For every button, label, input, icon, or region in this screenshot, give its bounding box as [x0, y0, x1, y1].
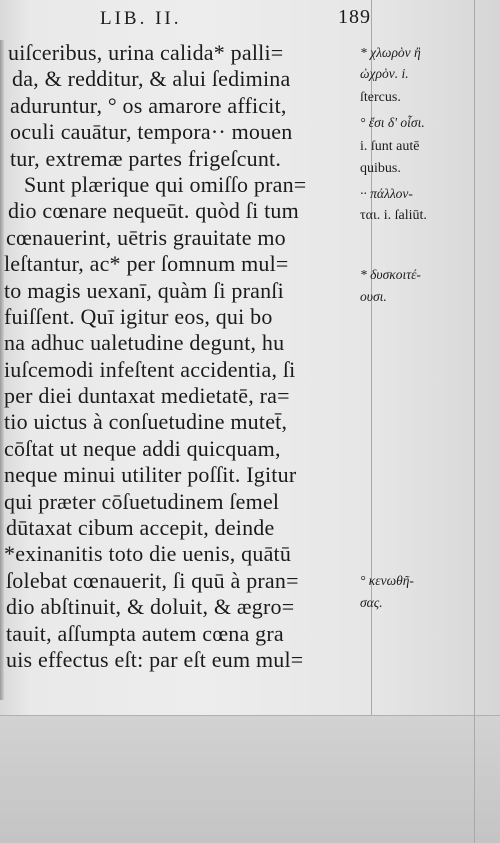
text-line: uiſceribus, urina calida* palli=: [8, 40, 284, 65]
text-line: to magis uexanī, quàm ſi pranſi: [4, 277, 284, 303]
text-line: qui præter cōſuetudinem ſemel: [4, 488, 280, 514]
running-title: LIB. II.: [100, 8, 182, 29]
margin-note: i. ſunt autē: [360, 139, 420, 154]
text-line: per diei duntaxat medietatē, ra=: [4, 383, 290, 409]
text-line: tauit, aſſumpta autem cœna gra: [6, 620, 284, 646]
margin-note: ſtercus.: [360, 90, 401, 105]
text-line: fuiſſent. Quī igitur eos, qui bo: [4, 303, 273, 329]
text-line: oculi cauātur, tempora·· mouen: [10, 119, 293, 145]
text-line: *exinanitis toto die uenis, quātū: [4, 541, 292, 567]
margin-note: σας.: [360, 595, 383, 610]
text-line: leſtantur, ac* per ſomnum mul=: [4, 251, 289, 277]
text-line: aduruntur, ° os amarore afficit,: [10, 92, 287, 118]
text-line: cōſtat ut neque addi quicquam,: [4, 435, 281, 461]
text-line: ſolebat cœnauerit, ſi quū à pran=: [6, 567, 299, 593]
page-bottom-shadow: [0, 715, 500, 843]
text-line: da, & redditur, & alui ſedimina: [12, 66, 291, 92]
margin-note: * χλωρὸν ἢ: [360, 45, 421, 60]
bottom-rule: [0, 715, 500, 716]
margin-note: * δυσκοιτέ-: [360, 267, 421, 282]
text-line: dio abſtinuit, & doluit, & ægro=: [6, 594, 295, 620]
text-line: cœnauerint, uētris grauitate mo: [6, 224, 286, 250]
running-header: [100, 6, 371, 34]
margin-note: ται. i. ſaliūt.: [360, 208, 427, 223]
text-line: neque minui utiliter poſſit. Igitur: [4, 462, 297, 488]
margin-note: ουσι.: [360, 289, 387, 304]
text-line: uis effectus eſt: par eſt eum mul=: [6, 646, 304, 672]
margin-note: ὠχρὸν. i.: [360, 66, 409, 81]
margin-note: ° ἔσι δ' οἷσι.: [360, 115, 425, 130]
text-line: tio uictus à conſuetudine mutet̄,: [4, 409, 288, 435]
page-number: 189: [338, 6, 371, 28]
text-line: iuſcemodi infeſtent accidentia, ſi: [4, 356, 296, 382]
margin-note: ·· πάλλον-: [360, 186, 413, 201]
text-line: na adhuc ualetudine degunt, hu: [4, 330, 285, 356]
text-line: tur, extremæ partes frigeſcunt.: [10, 145, 282, 171]
margin-note: quibus.: [360, 161, 401, 176]
text-line: Sunt plærique qui omiſſo pran=: [24, 171, 307, 197]
main-text-block: [0, 40, 356, 673]
margin-note: ° κενωθῆ-: [360, 573, 414, 588]
text-line: dūtaxat cibum accepit, deinde: [6, 515, 275, 541]
text-line: dio cœnare nequeūt. quòd ſi tum: [8, 198, 299, 224]
